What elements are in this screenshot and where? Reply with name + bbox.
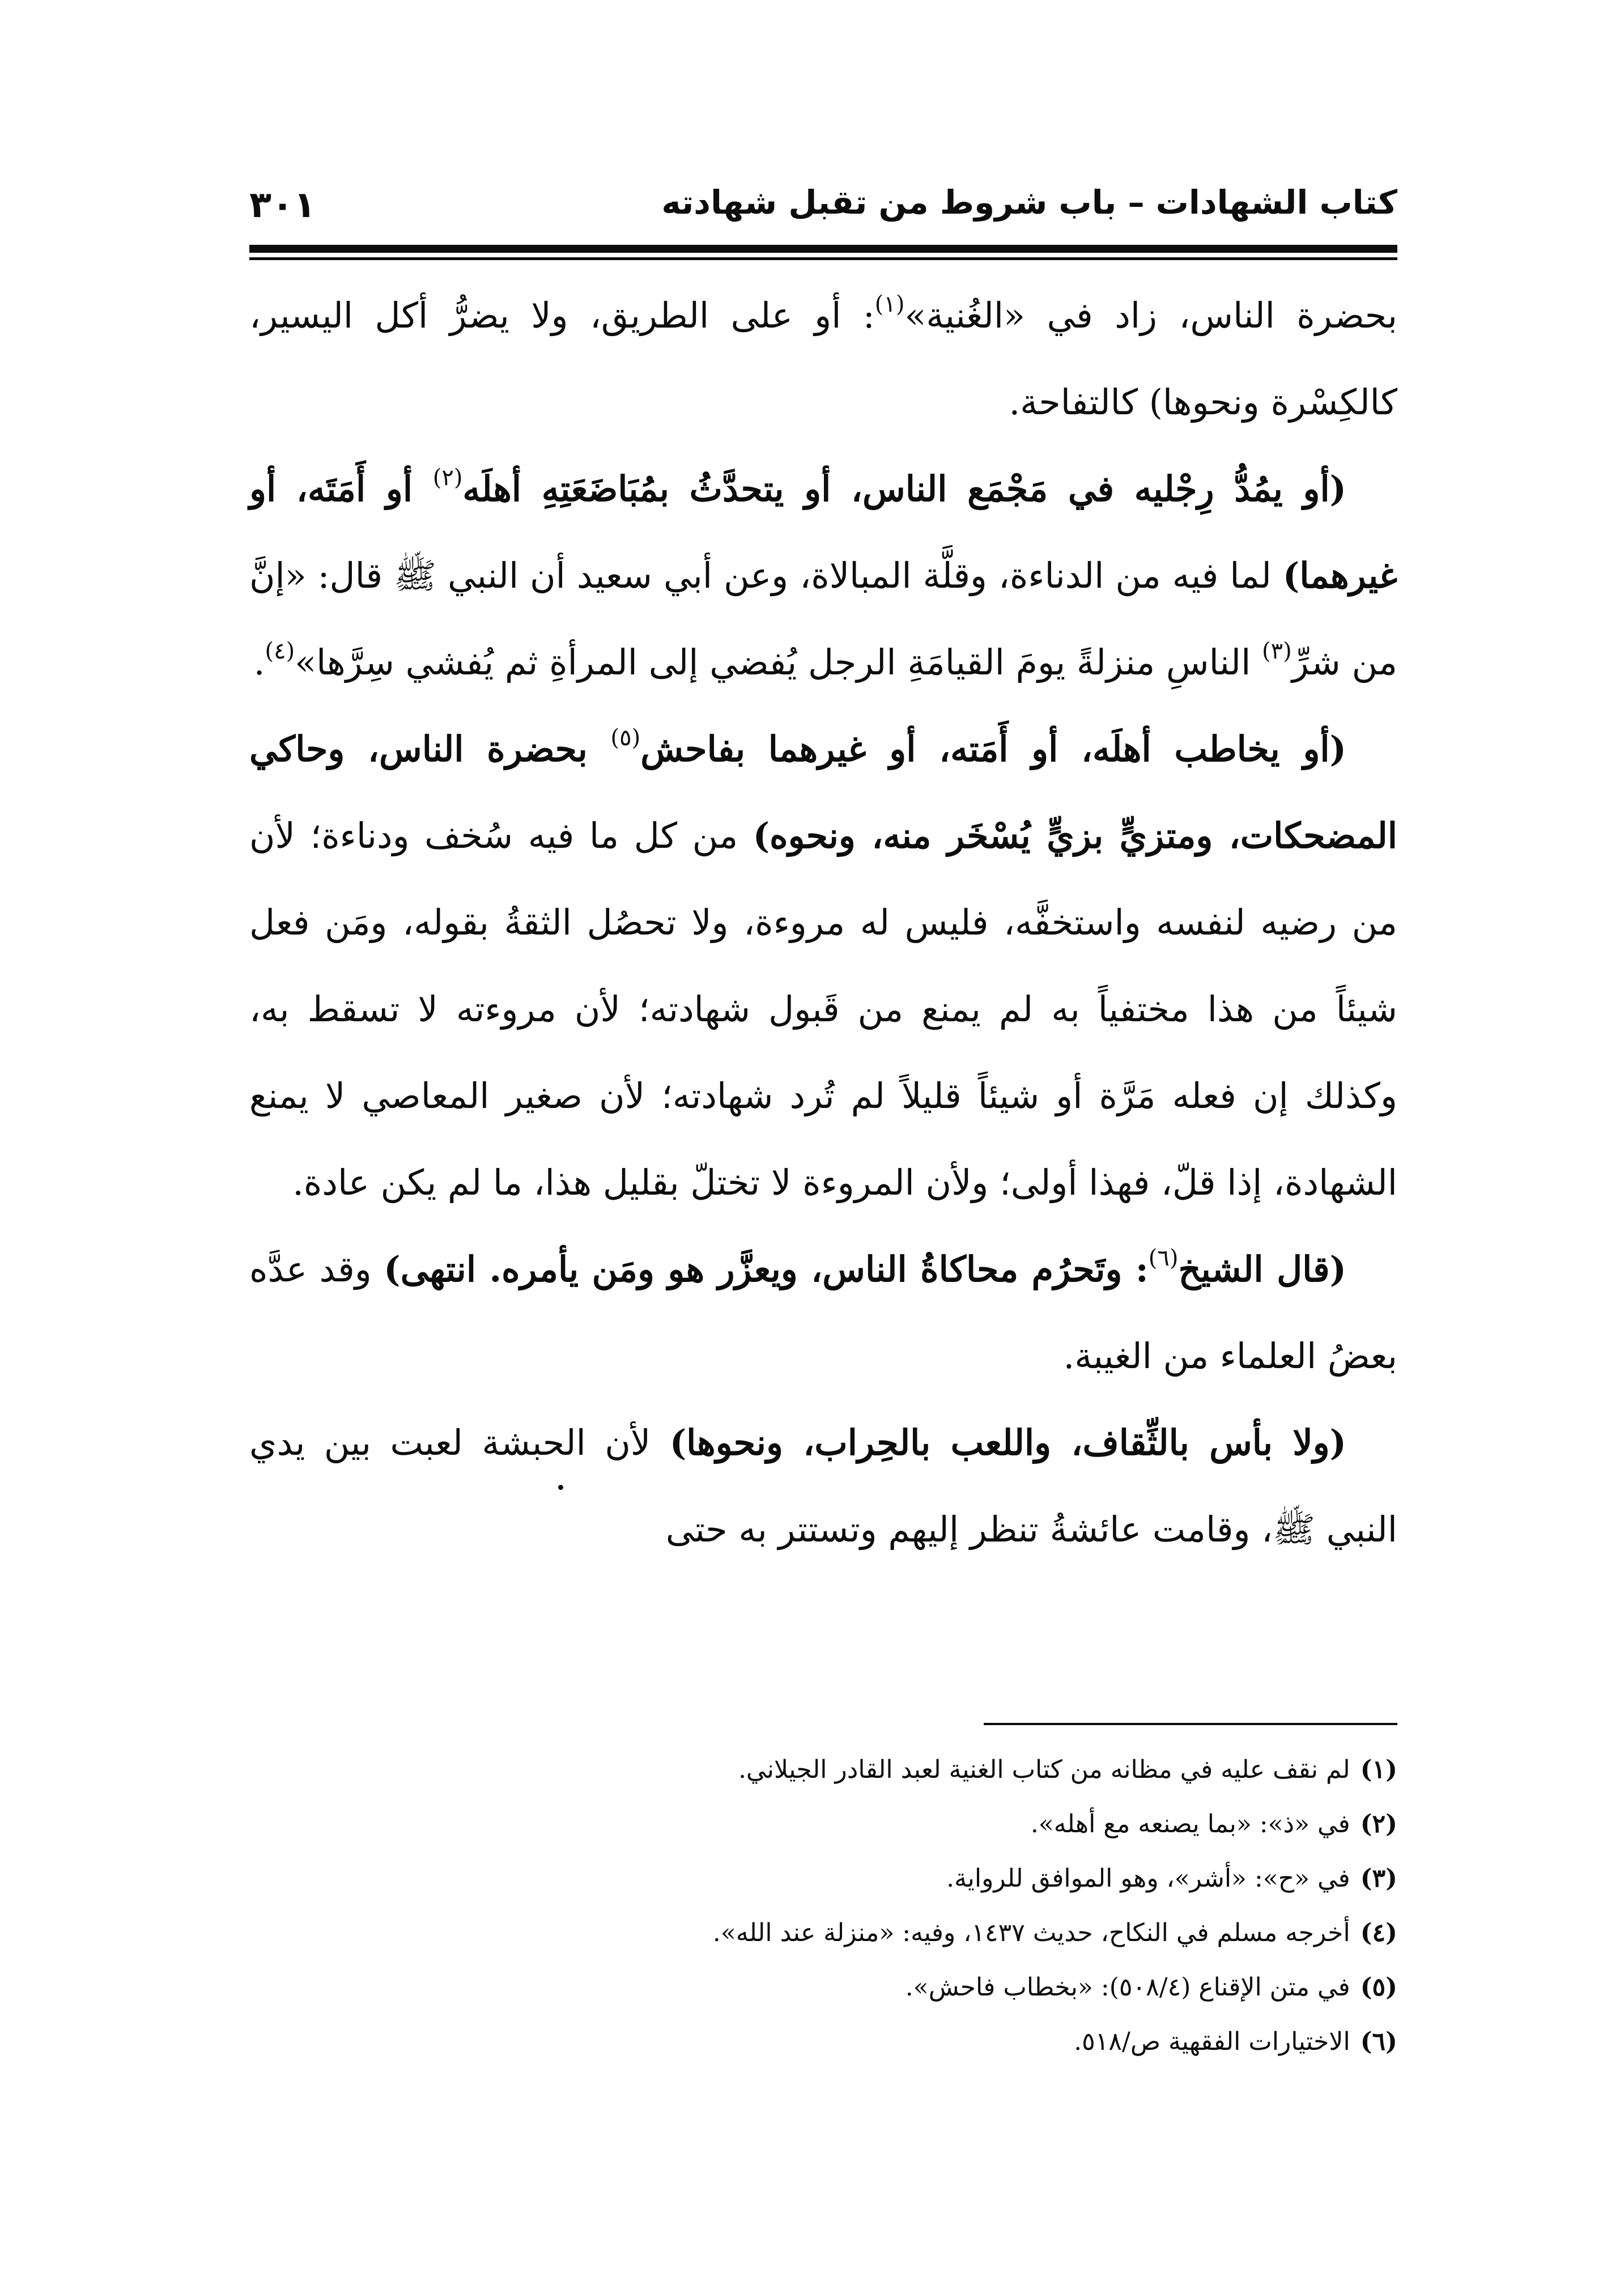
footnote-number: (٤) [1360, 1918, 1397, 1947]
footnote-item [249, 1743, 1397, 1797]
scan-speck [558, 1485, 563, 1490]
footnote-text: في «ح»: «أشر»، وهو الموافق للرواية. [946, 1864, 1350, 1893]
footnote-ref[interactable]: (٤) [265, 638, 295, 664]
footnote-number: (٢) [1360, 1810, 1397, 1838]
footnote-item [249, 1960, 1397, 2015]
footnote-number: (٦) [1360, 2027, 1397, 2056]
matn-text: (أو يخاطب أهلَه، أو أَمَته، أو غيرهما بفاحش [640, 728, 1346, 770]
footnote-text: أخرجه مسلم في النكاح، حديث ١٤٣٧، وفيه: «منزلة عند الله». [712, 1918, 1350, 1947]
text-run: لما فيه من الدناءة، وقلَّة المبالاة، وعن أبي سعيد أن النبي ﷺ قال: «إنَّ من شرِّ [249, 555, 1397, 683]
header-rule-thin [249, 257, 1397, 260]
matn-text: (أو يمُدُّ رِجْليه في مَجْمَع الناس، أو يتحدَّثُ بمُبَاضَعَتِهِ أهلَه [462, 468, 1347, 509]
footnote-text: لم نقف عليه في مظانه من كتاب الغنية لعبد القادر الجيلاني. [738, 1755, 1350, 1784]
page-header [249, 173, 1397, 235]
footnote-separator [984, 1723, 1397, 1725]
paragraph-1 [249, 272, 1397, 445]
footnote-text: في «ذ»: «بما يصنعه مع أهله». [1030, 1810, 1350, 1838]
paragraph-2 [249, 445, 1397, 706]
footnote-item [249, 1852, 1397, 1906]
paragraph-3 [249, 706, 1397, 1226]
text-run: : أو على الطريق، ولا يضرُّ أكل اليسير، كالكِسْرة ونحوها) كالتفاحة. [249, 295, 1397, 423]
page-number: ٣٠١ [249, 184, 316, 226]
text-run: وقد عدَّه بعضُ العلماء من الغيبة. [249, 1249, 1397, 1377]
footnotes-list [249, 1743, 1397, 2069]
text-run: من كل ما فيه سُخف ودناءة؛ لأن من رضيه لنفسه واستخفَّه، فليس له مروءة، ولا تحصُل الثقةُ بقوله، ومَن فعل شيئاً من هذا مختفياً به لم يمنع من قَبول شهادته؛ لأن مروءته لا تسقط به، وكذلك إن فعله مَرَّة أو شيئاً قليلاً لم تُرد شهادته؛ لأن صغير المعاصي لا يمنع الشهادة، إذا قلّ، فهذا أولى؛ ولأن المروءة لا تختلّ بقليل هذا، ما لم يكن عادة. [249, 815, 1398, 1203]
footnote-ref[interactable]: (٢) [432, 465, 463, 491]
matn-text: أو أَمَتَه، أو غيرهما) [249, 468, 1397, 596]
footnote-text: الاختيارات الفقهية ص/٥١٨. [1074, 2027, 1350, 2056]
footnote-ref[interactable]: (٦) [1148, 1245, 1179, 1271]
footnote-ref[interactable]: (١) [874, 291, 905, 317]
footnote-item [249, 1906, 1397, 1960]
matn-text: بحضرة الناس، وحاكي المضحكات، ومتزيٍّ بزيٍّ يُسْخَر منه، ونحوه) [249, 728, 1397, 856]
main-text [249, 272, 1397, 1573]
text-run: لأن الحبشة لعبت بين يدي النبي ﷺ، وقامت عائشةُ تنظر إليهم وتستتر به حتى [249, 1422, 1397, 1550]
paragraph-5 [249, 1399, 1397, 1573]
footnote-number: (٣) [1360, 1864, 1397, 1893]
footnote-item [249, 2015, 1397, 2069]
footnote-ref[interactable]: (٥) [610, 725, 641, 751]
text-run: . [253, 642, 265, 683]
matn-text: (ولا بأس بالثِّقاف، واللعب بالحِراب، ونحوها) [669, 1422, 1346, 1463]
footnote-text: في متن الإقناع (٥٠٨/٤): «بخطاب فاحش». [905, 1973, 1350, 2002]
footnote-ref[interactable]: (٣) [1262, 638, 1292, 664]
matn-text: : وتَحرُم محاكاةُ الناس، ويعزَّر هو ومَن يأمره. انتهى) [384, 1249, 1149, 1290]
matn-text: (قال الشيخ [1178, 1249, 1347, 1290]
text-run: الناسِ منزلةً يومَ القيامَةِ الرجل يُفضي إلى المرأةِ ثم يُفشي سِرَّها» [295, 642, 1262, 683]
footnote-item [249, 1797, 1397, 1852]
running-title: كتاب الشهادات – باب شروط من تقبل شهادته [661, 183, 1397, 222]
footnote-number: (١) [1360, 1755, 1397, 1784]
header-rule-thick [249, 245, 1397, 253]
paragraph-4 [249, 1226, 1397, 1399]
footnote-number: (٥) [1360, 1973, 1397, 2002]
text-run: بحضرة الناس، زاد في «الغُنية» [904, 295, 1398, 336]
